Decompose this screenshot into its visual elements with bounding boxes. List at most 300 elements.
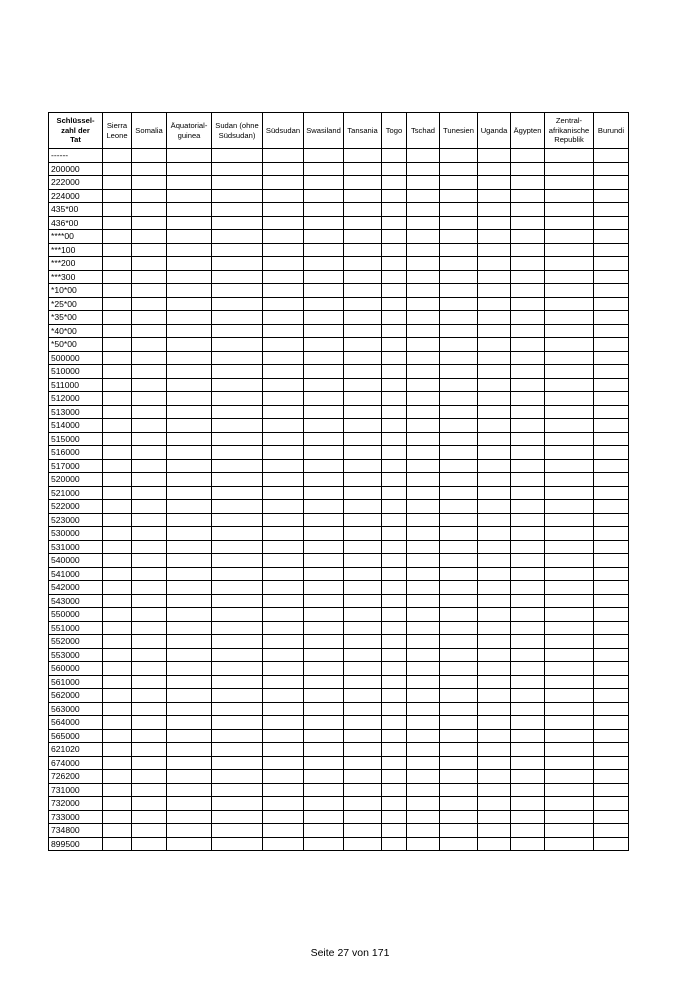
empty-cell: [103, 689, 132, 703]
empty-cell: [167, 311, 212, 325]
empty-cell: [167, 594, 212, 608]
table-row: [49, 716, 629, 730]
empty-cell: [167, 648, 212, 662]
empty-cell: [212, 567, 263, 581]
empty-cell: [103, 648, 132, 662]
empty-cell: [344, 594, 382, 608]
empty-cell: [478, 770, 511, 784]
key-cell: 435*00: [49, 203, 103, 217]
empty-cell: [212, 662, 263, 676]
empty-cell: [511, 608, 545, 622]
empty-cell: [167, 608, 212, 622]
empty-cell: [594, 513, 629, 527]
empty-cell: [594, 743, 629, 757]
empty-cell: [478, 797, 511, 811]
empty-cell: [478, 446, 511, 460]
empty-cell: [478, 783, 511, 797]
empty-cell: [407, 176, 440, 190]
empty-cell: [212, 378, 263, 392]
empty-cell: [594, 230, 629, 244]
empty-cell: [304, 581, 344, 595]
empty-cell: [478, 635, 511, 649]
empty-cell: [263, 243, 304, 257]
table-row: [49, 284, 629, 298]
empty-cell: [478, 554, 511, 568]
empty-cell: [545, 554, 594, 568]
empty-cell: [511, 662, 545, 676]
empty-cell: [478, 378, 511, 392]
empty-cell: [103, 324, 132, 338]
key-cell: 224000: [49, 189, 103, 203]
empty-cell: [263, 689, 304, 703]
empty-cell: [478, 608, 511, 622]
empty-cell: [545, 743, 594, 757]
empty-cell: [440, 162, 478, 176]
empty-cell: [545, 810, 594, 824]
empty-cell: [382, 716, 407, 730]
empty-cell: [382, 500, 407, 514]
empty-cell: [344, 297, 382, 311]
empty-cell: [103, 392, 132, 406]
table-row: [49, 702, 629, 716]
empty-cell: [103, 203, 132, 217]
empty-cell: [545, 311, 594, 325]
empty-cell: [132, 230, 167, 244]
empty-cell: [212, 837, 263, 851]
empty-cell: [511, 824, 545, 838]
empty-cell: [167, 216, 212, 230]
empty-cell: [304, 540, 344, 554]
empty-cell: [212, 459, 263, 473]
empty-cell: [382, 783, 407, 797]
empty-cell: [212, 216, 263, 230]
empty-cell: [344, 500, 382, 514]
empty-cell: [440, 270, 478, 284]
empty-cell: [440, 459, 478, 473]
empty-cell: [212, 162, 263, 176]
table-row: [49, 770, 629, 784]
empty-cell: [132, 608, 167, 622]
empty-cell: [478, 567, 511, 581]
empty-cell: [478, 500, 511, 514]
key-cell: 530000: [49, 527, 103, 541]
empty-cell: [511, 527, 545, 541]
empty-cell: [382, 513, 407, 527]
empty-cell: [511, 392, 545, 406]
empty-cell: [478, 540, 511, 554]
empty-cell: [103, 594, 132, 608]
table-row: [49, 405, 629, 419]
empty-cell: [382, 189, 407, 203]
country-column-header: Zentral- afrikanische Republik: [545, 113, 594, 149]
empty-cell: [132, 284, 167, 298]
empty-cell: [212, 675, 263, 689]
empty-cell: [167, 837, 212, 851]
empty-cell: [304, 203, 344, 217]
empty-cell: [407, 500, 440, 514]
empty-cell: [594, 648, 629, 662]
empty-cell: [344, 797, 382, 811]
empty-cell: [440, 378, 478, 392]
country-column-header: Somalia: [132, 113, 167, 149]
empty-cell: [103, 189, 132, 203]
empty-cell: [545, 324, 594, 338]
empty-cell: [304, 243, 344, 257]
empty-cell: [132, 392, 167, 406]
table-row: [49, 459, 629, 473]
empty-cell: [212, 581, 263, 595]
empty-cell: [407, 729, 440, 743]
empty-cell: [212, 405, 263, 419]
empty-cell: [545, 500, 594, 514]
empty-cell: [212, 365, 263, 379]
empty-cell: [344, 770, 382, 784]
empty-cell: [167, 351, 212, 365]
empty-cell: [511, 797, 545, 811]
empty-cell: [440, 149, 478, 163]
empty-cell: [594, 689, 629, 703]
table-row: [49, 756, 629, 770]
empty-cell: [594, 284, 629, 298]
empty-cell: [382, 540, 407, 554]
empty-cell: [103, 338, 132, 352]
empty-cell: [511, 378, 545, 392]
empty-cell: [167, 162, 212, 176]
empty-cell: [304, 176, 344, 190]
empty-cell: [132, 378, 167, 392]
empty-cell: [304, 729, 344, 743]
table-row: [49, 675, 629, 689]
key-cell: 515000: [49, 432, 103, 446]
key-cell: 541000: [49, 567, 103, 581]
empty-cell: [594, 797, 629, 811]
key-cell: *40*00: [49, 324, 103, 338]
empty-cell: [478, 459, 511, 473]
empty-cell: [511, 216, 545, 230]
header-row: [49, 113, 629, 149]
empty-cell: [440, 608, 478, 622]
empty-cell: [407, 189, 440, 203]
empty-cell: [167, 257, 212, 271]
empty-cell: [594, 270, 629, 284]
empty-cell: [407, 365, 440, 379]
table-row: [49, 810, 629, 824]
empty-cell: [545, 216, 594, 230]
empty-cell: [594, 594, 629, 608]
empty-cell: [103, 311, 132, 325]
empty-cell: [103, 554, 132, 568]
empty-cell: [103, 567, 132, 581]
empty-cell: [167, 473, 212, 487]
empty-cell: [511, 513, 545, 527]
empty-cell: [440, 500, 478, 514]
empty-cell: [304, 554, 344, 568]
empty-cell: [212, 270, 263, 284]
key-cell: 513000: [49, 405, 103, 419]
table-row: [49, 824, 629, 838]
empty-cell: [478, 324, 511, 338]
empty-cell: [132, 297, 167, 311]
empty-cell: [382, 608, 407, 622]
empty-cell: [594, 783, 629, 797]
empty-cell: [407, 837, 440, 851]
empty-cell: [212, 648, 263, 662]
empty-cell: [440, 324, 478, 338]
key-cell: 731000: [49, 783, 103, 797]
empty-cell: [545, 338, 594, 352]
country-column-header: Togo: [382, 113, 407, 149]
empty-cell: [545, 513, 594, 527]
empty-cell: [304, 162, 344, 176]
empty-cell: [382, 743, 407, 757]
empty-cell: [304, 284, 344, 298]
key-cell: 521000: [49, 486, 103, 500]
empty-cell: [263, 554, 304, 568]
empty-cell: [545, 243, 594, 257]
empty-cell: [545, 473, 594, 487]
empty-cell: [407, 635, 440, 649]
key-cell: 436*00: [49, 216, 103, 230]
empty-cell: [478, 689, 511, 703]
empty-cell: [212, 743, 263, 757]
empty-cell: [594, 459, 629, 473]
empty-cell: [344, 581, 382, 595]
empty-cell: [212, 338, 263, 352]
empty-cell: [212, 473, 263, 487]
empty-cell: [478, 392, 511, 406]
empty-cell: [132, 203, 167, 217]
empty-cell: [382, 351, 407, 365]
empty-cell: [545, 392, 594, 406]
table-row: [49, 216, 629, 230]
empty-cell: [132, 837, 167, 851]
empty-cell: [440, 365, 478, 379]
key-cell: 512000: [49, 392, 103, 406]
empty-cell: [344, 203, 382, 217]
empty-cell: [304, 189, 344, 203]
empty-cell: [263, 540, 304, 554]
empty-cell: [103, 837, 132, 851]
empty-cell: [440, 419, 478, 433]
empty-cell: [263, 608, 304, 622]
empty-cell: [478, 513, 511, 527]
empty-cell: [511, 230, 545, 244]
empty-cell: [103, 270, 132, 284]
empty-cell: [103, 824, 132, 838]
table-row: [49, 608, 629, 622]
empty-cell: [440, 432, 478, 446]
empty-cell: [344, 230, 382, 244]
empty-cell: [263, 203, 304, 217]
empty-cell: [511, 594, 545, 608]
table-row: [49, 554, 629, 568]
empty-cell: [212, 486, 263, 500]
country-column-header: Swasiland: [304, 113, 344, 149]
empty-cell: [344, 662, 382, 676]
empty-cell: [382, 162, 407, 176]
empty-cell: [304, 486, 344, 500]
country-column-header: Burundi: [594, 113, 629, 149]
empty-cell: [304, 797, 344, 811]
empty-cell: [594, 419, 629, 433]
empty-cell: [594, 189, 629, 203]
empty-cell: [478, 702, 511, 716]
empty-cell: [263, 783, 304, 797]
empty-cell: [132, 189, 167, 203]
empty-cell: [545, 378, 594, 392]
empty-cell: [132, 527, 167, 541]
empty-cell: [478, 675, 511, 689]
key-cell: 542000: [49, 581, 103, 595]
table-row: [49, 581, 629, 595]
empty-cell: [511, 716, 545, 730]
empty-cell: [382, 635, 407, 649]
empty-cell: [263, 567, 304, 581]
empty-cell: [167, 743, 212, 757]
empty-cell: [263, 311, 304, 325]
empty-cell: [344, 365, 382, 379]
empty-cell: [407, 648, 440, 662]
table-row: [49, 392, 629, 406]
empty-cell: [511, 284, 545, 298]
empty-cell: [132, 824, 167, 838]
empty-cell: [212, 770, 263, 784]
empty-cell: [132, 702, 167, 716]
empty-cell: [212, 783, 263, 797]
empty-cell: [344, 459, 382, 473]
table-row: [49, 446, 629, 460]
country-column-header: Äquatorial- guinea: [167, 113, 212, 149]
empty-cell: [440, 176, 478, 190]
empty-cell: [594, 473, 629, 487]
empty-cell: [103, 297, 132, 311]
empty-cell: [545, 675, 594, 689]
empty-cell: [167, 554, 212, 568]
key-cell: 540000: [49, 554, 103, 568]
empty-cell: [167, 810, 212, 824]
empty-cell: [407, 392, 440, 406]
empty-cell: [132, 486, 167, 500]
empty-cell: [594, 729, 629, 743]
empty-cell: [594, 311, 629, 325]
empty-cell: [478, 648, 511, 662]
empty-cell: [382, 756, 407, 770]
key-cell: 563000: [49, 702, 103, 716]
empty-cell: [440, 230, 478, 244]
empty-cell: [167, 702, 212, 716]
empty-cell: [407, 473, 440, 487]
empty-cell: [344, 419, 382, 433]
empty-cell: [263, 230, 304, 244]
country-column-header: Tunesien: [440, 113, 478, 149]
empty-cell: [478, 284, 511, 298]
empty-cell: [132, 338, 167, 352]
empty-cell: [304, 689, 344, 703]
empty-cell: [103, 405, 132, 419]
key-column-header: Schlüssel- zahl der Tat: [49, 113, 103, 149]
empty-cell: [382, 770, 407, 784]
empty-cell: [263, 500, 304, 514]
empty-cell: [511, 743, 545, 757]
empty-cell: [440, 716, 478, 730]
empty-cell: [382, 203, 407, 217]
country-column-header: Tschad: [407, 113, 440, 149]
empty-cell: [167, 419, 212, 433]
empty-cell: [382, 675, 407, 689]
empty-cell: [594, 162, 629, 176]
empty-cell: [594, 338, 629, 352]
empty-cell: [594, 837, 629, 851]
empty-cell: [304, 365, 344, 379]
empty-cell: [212, 446, 263, 460]
empty-cell: [344, 716, 382, 730]
empty-cell: [407, 527, 440, 541]
empty-cell: [545, 689, 594, 703]
empty-cell: [407, 446, 440, 460]
empty-cell: [407, 149, 440, 163]
empty-cell: [263, 648, 304, 662]
empty-cell: [167, 729, 212, 743]
empty-cell: [304, 311, 344, 325]
key-cell: 562000: [49, 689, 103, 703]
empty-cell: [478, 338, 511, 352]
empty-cell: [407, 810, 440, 824]
empty-cell: [382, 581, 407, 595]
key-cell: 511000: [49, 378, 103, 392]
empty-cell: [511, 459, 545, 473]
empty-cell: [407, 230, 440, 244]
empty-cell: [511, 419, 545, 433]
empty-cell: [478, 716, 511, 730]
empty-cell: [344, 621, 382, 635]
empty-cell: [440, 351, 478, 365]
table-row: [49, 540, 629, 554]
empty-cell: [440, 837, 478, 851]
empty-cell: [594, 608, 629, 622]
empty-cell: [167, 270, 212, 284]
empty-cell: [594, 243, 629, 257]
empty-cell: [478, 473, 511, 487]
empty-cell: [407, 351, 440, 365]
empty-cell: [103, 176, 132, 190]
empty-cell: [132, 756, 167, 770]
empty-cell: [167, 621, 212, 635]
empty-cell: [103, 419, 132, 433]
empty-cell: [132, 473, 167, 487]
empty-cell: [103, 756, 132, 770]
empty-cell: [263, 729, 304, 743]
empty-cell: [132, 540, 167, 554]
empty-cell: [132, 689, 167, 703]
empty-cell: [594, 540, 629, 554]
empty-cell: [263, 419, 304, 433]
empty-cell: [167, 527, 212, 541]
empty-cell: [263, 297, 304, 311]
empty-cell: [167, 297, 212, 311]
empty-cell: [407, 567, 440, 581]
empty-cell: [103, 162, 132, 176]
empty-cell: [132, 432, 167, 446]
empty-cell: [594, 486, 629, 500]
country-column-header: Tansania: [344, 113, 382, 149]
empty-cell: [440, 581, 478, 595]
empty-cell: [382, 338, 407, 352]
empty-cell: [545, 405, 594, 419]
key-cell: 522000: [49, 500, 103, 514]
empty-cell: [511, 473, 545, 487]
empty-cell: [511, 567, 545, 581]
empty-cell: [382, 702, 407, 716]
